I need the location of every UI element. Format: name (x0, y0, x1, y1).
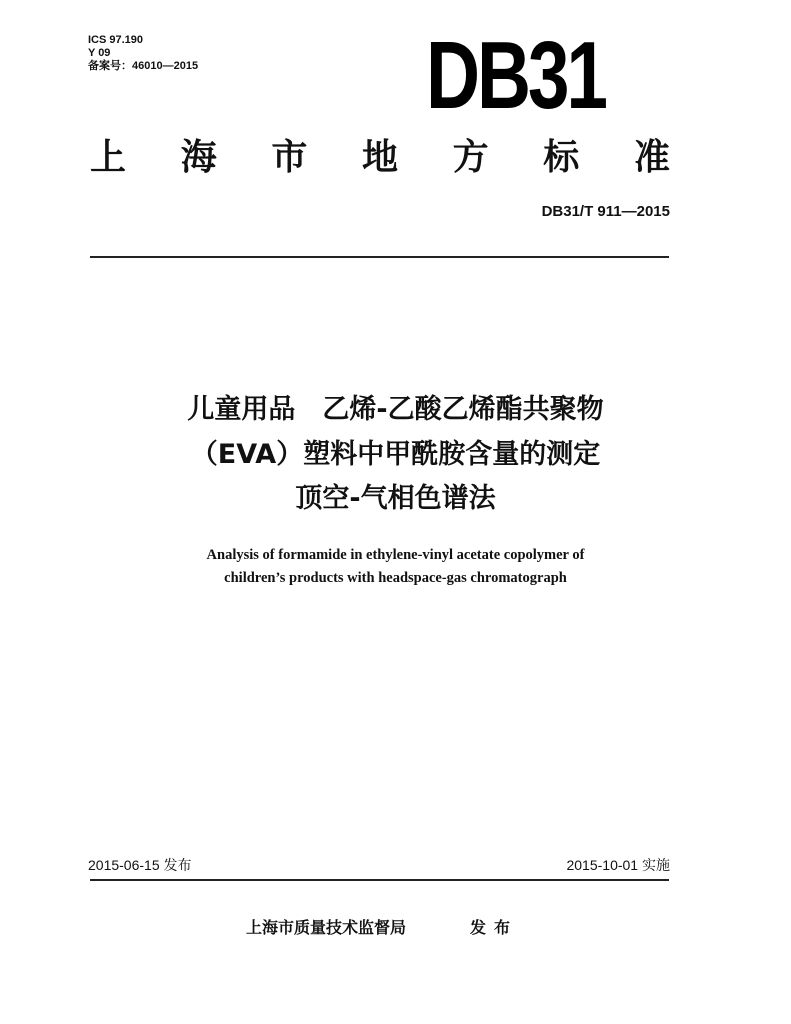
title-cn-line3: 顶空-气相色谱法 (295, 483, 496, 514)
title-en-line1: Analysis of formamide in ethylene-vinyl acetate copolymer of (206, 547, 585, 563)
publish-label: 发布 (470, 918, 519, 937)
title-en-line2: children’s products with headspace-gas chromatograph (224, 570, 567, 586)
issue-date: 2015-06-15 发布 (88, 857, 192, 873)
doc-type-char: 标 (543, 137, 580, 178)
bottom-divider (90, 879, 669, 881)
title-cn-line1: 儿童用品 乙烯-乙酸乙烯酯共聚物 (187, 394, 604, 425)
implementation-date: 2015-10-01 实施 (566, 857, 670, 873)
standard-logo: DB31 (426, 22, 605, 129)
record-number: 备案号：46010—2015 (88, 60, 199, 72)
doc-type-char: 海 (180, 137, 217, 178)
publisher-name: 上海市质量技术监督局 (246, 918, 407, 937)
category-code: Y 09 (88, 47, 111, 59)
title-cn-line2: （EVA）塑料中甲酰胺含量的测定 (190, 439, 601, 470)
doc-type-char: 上 (90, 137, 127, 178)
doc-type-char: 方 (452, 137, 489, 178)
doc-type-char: 市 (271, 137, 308, 178)
document-type-heading (90, 136, 670, 180)
ics-code: ICS 97.190 (88, 34, 144, 46)
top-divider (90, 256, 669, 258)
doc-type-char: 地 (361, 137, 398, 178)
doc-type-char: 准 (633, 137, 670, 178)
document-number: DB31/T 911—2015 (541, 203, 670, 220)
